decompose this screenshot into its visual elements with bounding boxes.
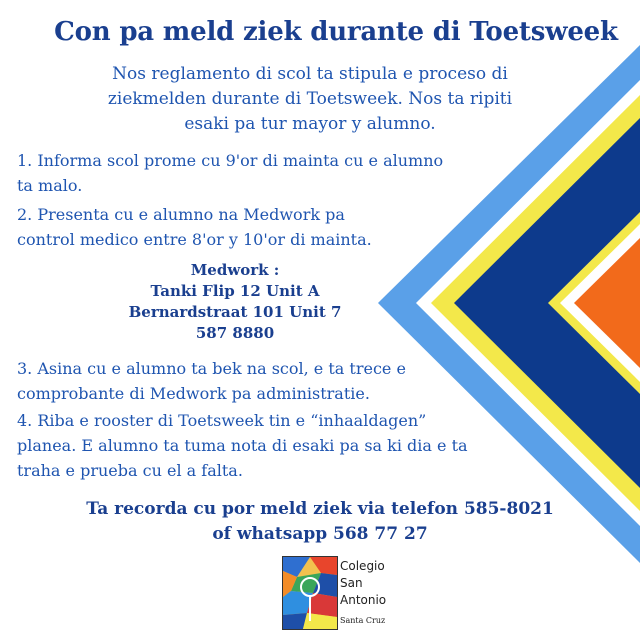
medwork-block bbox=[110, 260, 360, 344]
logo-text bbox=[340, 558, 386, 609]
medwork-phone: 587 8880 bbox=[195, 324, 275, 342]
step-3: 3. Asina cu e alumno ta bek na scol, e ta trece e comprobante di Medwork pa administratie. bbox=[17, 359, 406, 403]
logo-line-1: Colegio bbox=[340, 559, 385, 573]
school-logo bbox=[282, 556, 402, 631]
reminder-line-1: Ta recorda cu por meld ziek via telefon 585-8021 bbox=[86, 499, 554, 519]
reminder bbox=[60, 497, 580, 547]
medwork-address-2: Bernardstraat 101 Unit 7 bbox=[128, 303, 342, 321]
intro-text: Nos reglamento di scol ta stipula e proceso di ziekmelden durante di Toetsweek. Nos ta ripiti esaki pa tur mayor y alumno. bbox=[107, 64, 513, 134]
logo-line-3: Antonio bbox=[340, 593, 387, 607]
step-1: 1. Informa scol prome cu 9'or di mainta cu e alumno ta malo. bbox=[17, 151, 444, 195]
medwork-address-1: Tanki Flip 12 Unit A bbox=[150, 282, 320, 300]
logo-line-2: San bbox=[340, 576, 363, 590]
step-2: 2. Presenta cu e alumno na Medwork pa control medico entre 8'or y 10'or di mainta. bbox=[17, 205, 372, 249]
step-4: 4. Riba e rooster di Toetsweek tin e “inhaaldagen” planea. E alumno ta tuma nota di esaki pa sa ki dia e ta traha e prueba cu el a falta. bbox=[17, 411, 468, 480]
medwork-heading: Medwork : bbox=[190, 261, 280, 279]
reminder-line-2: of whatsapp 568 77 27 bbox=[212, 524, 428, 544]
logo-subtitle: Santa Cruz bbox=[340, 616, 386, 625]
page-title: Con pa meld ziek durante di Toetsweek bbox=[54, 17, 618, 47]
logo-mosaic-icon bbox=[282, 556, 338, 630]
